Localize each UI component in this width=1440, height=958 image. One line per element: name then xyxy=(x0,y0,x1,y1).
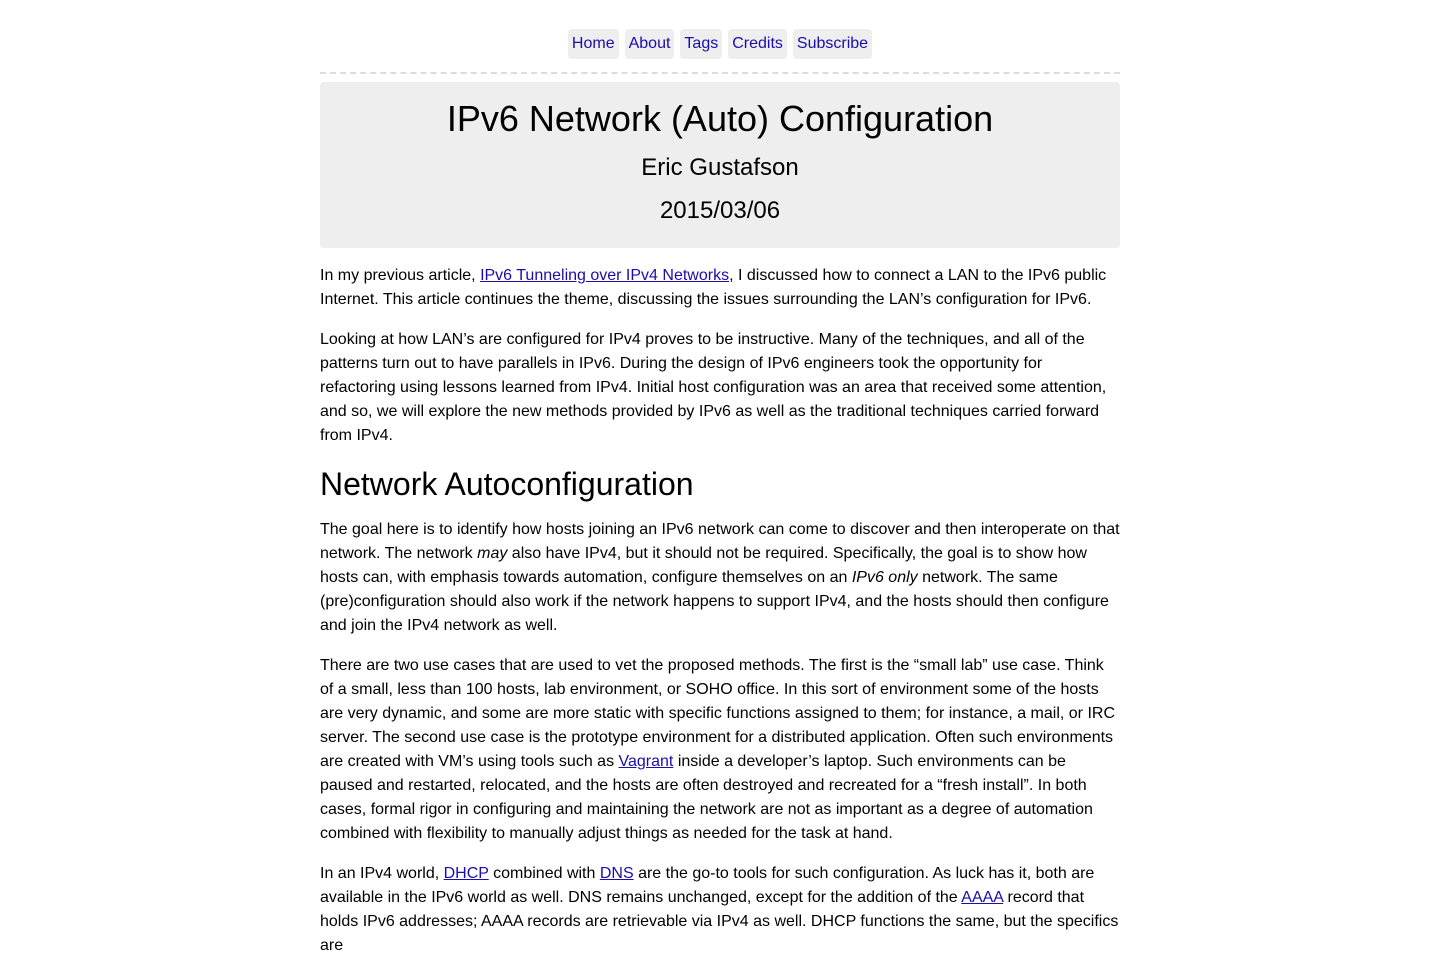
paragraph-text: are the go-to tools for such configuration. As luck has it, both are available in the IPv6 world as well. DNS remains unchanged, except for the addition of the xyxy=(320,865,1095,906)
link-dns[interactable]: DNS xyxy=(599,865,634,882)
paragraph-text: combined with xyxy=(488,865,600,882)
nav-home[interactable]: Home xyxy=(568,29,619,59)
paragraph-ipv4-patterns: Looking at how LAN’s are configured for IPv4 proves to be instructive. Many of the techniques, and all of the patterns turn out to have parallels in IPv6. During the design of IPv6 engineers took the opportunity for refactoring using lessons learned from IPv4. Initial host configuration was an area that received some attention, and so, we will explore the new methods provided by IPv6 as well as the traditional techniques carried forward from IPv4. xyxy=(320,331,1107,444)
top-nav xyxy=(320,0,1120,74)
paragraph-text: In my previous article, xyxy=(320,267,481,284)
link-ipv6-tunneling[interactable]: IPv6 Tunneling over IPv4 Networks xyxy=(480,267,730,284)
nav-credits[interactable]: Credits xyxy=(728,29,787,59)
paragraph-intro xyxy=(320,264,1120,312)
article-author: Eric Gustafson xyxy=(641,154,799,181)
link-dhcp[interactable]: DHCP xyxy=(443,865,489,882)
paragraph-dhcp-dns xyxy=(320,862,1120,958)
paragraph-text: record that holds IPv6 addresses; AAAA records are retrievable via IPv4 as well. DHCP functions the same, but the specifics are xyxy=(320,889,1119,954)
paragraph-goal xyxy=(320,518,1120,638)
emphasis-may: may xyxy=(477,545,508,562)
paragraph-text: The goal here is to identify how hosts joining an IPv6 network can come to discover and then interoperate on that network. The network xyxy=(320,521,1120,562)
article-body xyxy=(320,248,1120,958)
paragraph-text: , I discussed how to connect a LAN to the IPv6 public Internet. This article continues the theme, discussing the issues surrounding the LAN’s configuration for IPv6. xyxy=(320,267,1107,308)
paragraph-use-cases xyxy=(320,654,1120,846)
paragraph-text: There are two use cases that are used to vet the proposed methods. The first is the “small lab” use case. Think of a small, less than 100 hosts, lab environment, or SOHO office. In this sort of environment some of the hosts are very dynamic, and some are more static with specific functions assigned to them; for instance, a mail, or IRC server. The second use case is the prototype environment for a distributed application. Often such environments are created with VM’s using tools such as xyxy=(320,657,1115,770)
emphasis-ipv6-only: IPv6 only xyxy=(851,569,918,586)
nav-about[interactable]: About xyxy=(625,29,675,59)
article-title: IPv6 Network (Auto) Configuration xyxy=(446,98,994,139)
article-date: 2015/03/06 xyxy=(659,197,781,224)
paragraph-text: also have IPv4, but it should not be required. Specifically, the goal is to show how hosts can, with emphasis towards automation, configure themselves on an xyxy=(320,545,1087,586)
nav-subscribe[interactable]: Subscribe xyxy=(793,29,872,59)
article-header xyxy=(320,82,1120,248)
paragraph-text: inside a developer’s laptop. Such environments can be paused and restarted, relocated, and the hosts are often destroyed and recreated for a “fresh install”. In both cases, formal rigor in configuring and maintaining the network are not as important as a degree of automation combined with flexibility to manually adjust things as needed for the task at hand. xyxy=(320,753,1093,842)
nav-tags[interactable]: Tags xyxy=(680,29,722,59)
page-container xyxy=(320,0,1120,958)
paragraph-text: network. The same (pre)configuration should also work if the network happens to support IPv4, and the hosts should then configure and join the IPv4 network as well. xyxy=(320,569,1109,634)
paragraph-text: In an IPv4 world, xyxy=(320,865,444,882)
link-aaaa[interactable]: AAAA xyxy=(961,889,1004,906)
link-vagrant[interactable]: Vagrant xyxy=(618,753,674,770)
section-heading: Network Autoconfiguration xyxy=(320,466,694,502)
